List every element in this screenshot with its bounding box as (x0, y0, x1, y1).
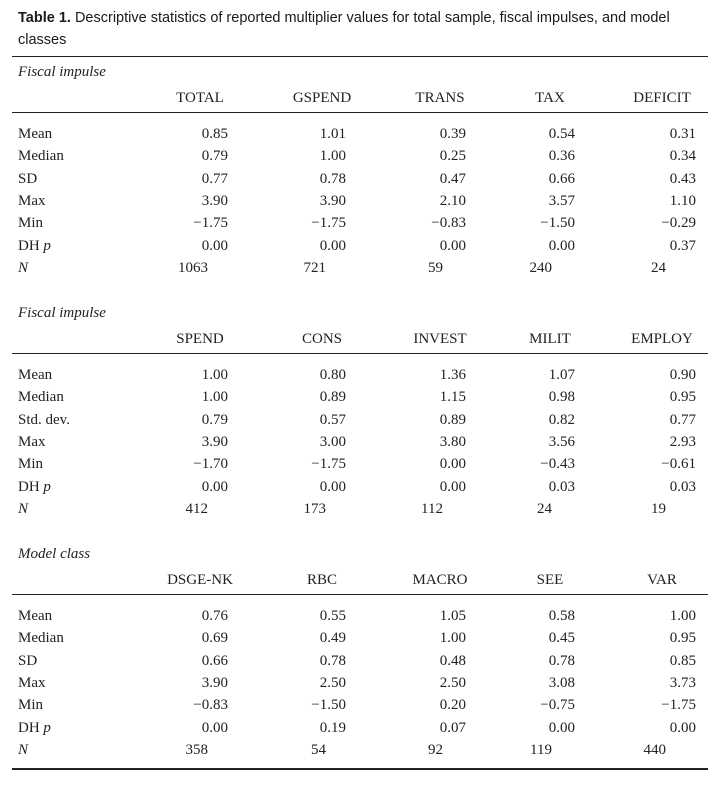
table-row (0, 675, 720, 697)
row-label: DH p (18, 237, 51, 254)
table-cell: 0.25 (439, 148, 466, 165)
table-cell: 1.00 (319, 148, 346, 165)
table-cell: 0.07 (439, 719, 466, 736)
table-cell: 2.50 (319, 674, 346, 691)
table-cell: 0.54 (548, 126, 575, 142)
header-rule (12, 353, 708, 354)
table-cell: 0.19 (319, 719, 346, 736)
table-cell: 0.43 (669, 170, 696, 187)
row-label: SD (18, 170, 38, 187)
table-section (0, 331, 720, 561)
table-cell: 3.90 (201, 192, 228, 209)
table-cell: 0.77 (201, 170, 228, 187)
table-cell: 0.66 (201, 652, 228, 669)
table-cell: 3.80 (439, 433, 466, 450)
table-row (0, 456, 720, 478)
table-row (0, 608, 720, 630)
table-cell: 3.57 (548, 192, 575, 209)
table-cell: 0.66 (548, 170, 575, 187)
table-cell: 2.10 (439, 192, 466, 209)
row-label: SD (18, 652, 38, 669)
table-caption-text: Descriptive statistics of reported multiplier values for total sample, fiscal impulses, and model classes (18, 10, 670, 48)
table-cell: 2.50 (439, 674, 466, 691)
table-cell: 1.00 (669, 608, 696, 624)
row-label: Max (18, 433, 46, 450)
row-label: Min (18, 215, 44, 232)
row-label: N (18, 741, 29, 758)
table-cell: 0.34 (669, 148, 696, 165)
table-cell: 0.00 (201, 719, 228, 736)
table-cell: 412 (185, 500, 208, 517)
column-header: CONS (301, 331, 342, 347)
table-row (0, 215, 720, 237)
column-header: EMPLOY (631, 331, 693, 347)
table-cell: 0.03 (548, 478, 575, 495)
column-header: TAX (535, 90, 565, 106)
table-cell: 0.89 (319, 389, 346, 406)
table-cell: −0.75 (540, 697, 575, 714)
section-title: Fiscal impulse (18, 64, 106, 80)
table-row (0, 653, 720, 675)
table-row (0, 501, 720, 523)
table-cell: 0.85 (669, 652, 696, 669)
table-cell: 0.00 (201, 237, 228, 254)
table-cell: 0.95 (669, 389, 696, 406)
row-label: Mean (18, 608, 53, 624)
table-cell: 0.47 (439, 170, 466, 187)
table-cell: 0.39 (439, 126, 466, 142)
table-cell: 0.37 (669, 237, 696, 254)
table-cell: 240 (529, 259, 552, 276)
table-row (0, 389, 720, 411)
table-cell: 24 (537, 500, 552, 517)
column-header: RBC (306, 572, 337, 588)
section-title: Fiscal impulse (18, 305, 106, 321)
table-cell: 173 (303, 500, 326, 517)
table-cell: 0.89 (439, 411, 466, 428)
table-cell: 1.00 (201, 389, 228, 406)
table-cell: 0.57 (319, 411, 346, 428)
table-cell: 1.15 (439, 389, 466, 406)
table-cell: 0.98 (548, 389, 575, 406)
table-cell: −1.75 (311, 456, 346, 473)
table-cell: 358 (185, 741, 208, 758)
table-cell: 1.05 (439, 608, 466, 624)
table-cell: 24 (651, 259, 666, 276)
column-header: GSPEND (292, 90, 352, 106)
row-label: Mean (18, 367, 53, 383)
table-row (0, 742, 720, 764)
bottom-rule (12, 768, 708, 770)
table-caption-label: Table 1. (18, 10, 71, 26)
column-header: DEFICIT (633, 90, 691, 106)
table-cell: 0.00 (319, 478, 346, 495)
table-row (0, 260, 720, 282)
row-label: Min (18, 697, 44, 714)
table-cell: 0.03 (669, 478, 696, 495)
table-cell: 0.00 (548, 237, 575, 254)
table-cell: −1.75 (661, 697, 696, 714)
row-label: Max (18, 192, 46, 209)
table-cell: 0.20 (439, 697, 466, 714)
table-cell: 0.78 (319, 170, 346, 187)
table-cell: −1.75 (311, 215, 346, 232)
column-header: SEE (536, 572, 564, 588)
row-label: N (18, 500, 29, 517)
column-header: INVEST (413, 331, 467, 347)
row-label: Median (18, 630, 64, 647)
column-header: MACRO (412, 572, 468, 588)
table-cell: −0.83 (431, 215, 466, 232)
table-cell: 0.00 (439, 237, 466, 254)
table-cell: 54 (311, 741, 326, 758)
table-cell: 19 (651, 500, 666, 517)
table-cell: 1.00 (201, 367, 228, 383)
table-cell: 0.49 (319, 630, 346, 647)
table-cell: 0.79 (201, 148, 228, 165)
table-cell: 3.56 (548, 433, 575, 450)
header-rule (12, 594, 708, 595)
table-section (0, 90, 720, 320)
table-cell: 0.85 (201, 126, 228, 142)
table-cell: −1.70 (193, 456, 228, 473)
table-cell: 3.90 (319, 192, 346, 209)
top-rule (12, 56, 708, 57)
table-cell: 3.08 (548, 674, 575, 691)
table-cell: −0.43 (540, 456, 575, 473)
column-header: TOTAL (176, 90, 224, 106)
header-rule (12, 112, 708, 113)
table-cell: 0.78 (548, 652, 575, 669)
table-cell: 1.07 (548, 367, 575, 383)
table-cell: 1.10 (669, 192, 696, 209)
row-label: DH p (18, 719, 51, 736)
table-row (0, 193, 720, 215)
table-cell: 0.69 (201, 630, 228, 647)
table-cell: 0.95 (669, 630, 696, 647)
table-cell: 0.00 (201, 478, 228, 495)
row-label: Median (18, 148, 64, 165)
table-row (0, 697, 720, 719)
table-cell: 3.90 (201, 674, 228, 691)
table-cell: 0.76 (201, 608, 228, 624)
section-title: Model class (18, 546, 91, 562)
table-cell: 1063 (178, 259, 208, 276)
table-cell: −0.83 (193, 697, 228, 714)
table-cell: 1.00 (439, 630, 466, 647)
table-row (0, 367, 720, 389)
table-cell: 0.00 (439, 456, 466, 473)
column-header: SPEND (176, 331, 224, 347)
table-row (0, 412, 720, 434)
table-cell: 0.45 (548, 630, 575, 647)
table-cell: −0.29 (661, 215, 696, 232)
table-cell: 0.77 (669, 411, 696, 428)
table-row (0, 171, 720, 193)
table-cell: 0.48 (439, 652, 466, 669)
column-header: VAR (647, 572, 677, 588)
table-cell: 0.36 (548, 148, 575, 165)
table-cell: 1.01 (319, 126, 346, 142)
table-cell: 112 (421, 500, 443, 517)
table-cell: 0.82 (548, 411, 575, 428)
table-cell: 0.00 (319, 237, 346, 254)
table-cell: −1.50 (311, 697, 346, 714)
column-header: TRANS (415, 90, 465, 106)
table-cell: 3.00 (319, 433, 346, 450)
table-cell: 0.78 (319, 652, 346, 669)
table-cell: 721 (303, 259, 326, 276)
table-cell: −1.50 (540, 215, 575, 232)
table-cell: 0.31 (669, 126, 696, 142)
table-cell: 2.93 (669, 433, 696, 450)
table-cell: 0.90 (669, 367, 696, 383)
row-label: Min (18, 456, 44, 473)
row-label: DH p (18, 478, 51, 495)
table-row (0, 434, 720, 456)
table-row (0, 148, 720, 170)
column-header: DSGE-NK (167, 572, 233, 588)
table-cell: −1.75 (193, 215, 228, 232)
table-cell: 440 (643, 741, 666, 758)
table-row (0, 479, 720, 501)
table-row (0, 720, 720, 742)
table-cell: 119 (530, 741, 552, 758)
table-cell: 0.55 (319, 608, 346, 624)
table-cell: 0.00 (669, 719, 696, 736)
table-cell: −0.61 (661, 456, 696, 473)
table-cell: 0.00 (439, 478, 466, 495)
table-cell: 92 (428, 741, 443, 758)
row-label: Median (18, 389, 64, 406)
table-cell: 1.36 (439, 367, 466, 383)
row-label: Mean (18, 126, 53, 142)
table-cell: 0.80 (319, 367, 346, 383)
row-label: Max (18, 674, 46, 691)
table-cell: 59 (428, 259, 443, 276)
table-row (0, 126, 720, 148)
table-cell: 0.00 (548, 719, 575, 736)
table-row (0, 630, 720, 652)
table-cell: 0.58 (548, 608, 575, 624)
table-cell: 0.79 (201, 411, 228, 428)
table-cell: 3.73 (669, 674, 696, 691)
table-cell: 3.90 (201, 433, 228, 450)
column-header: MILIT (529, 331, 571, 347)
row-label: N (18, 259, 29, 276)
row-label: Std. dev. (18, 411, 70, 428)
table-row (0, 238, 720, 260)
table-caption (18, 7, 708, 51)
